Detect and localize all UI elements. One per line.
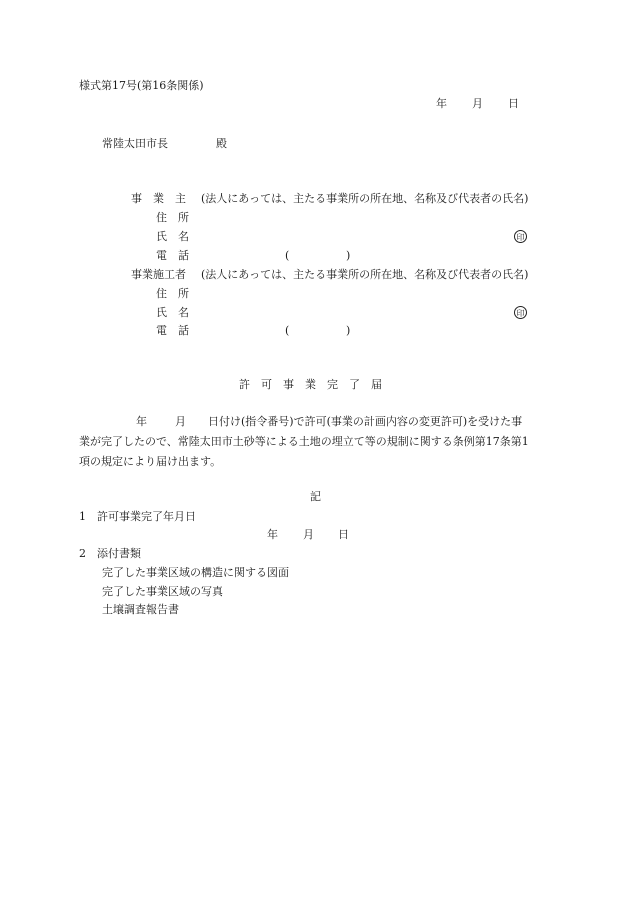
item1-year-label: 年 xyxy=(267,528,278,541)
body-line-3: 項の規定により届け出ます。 xyxy=(79,455,222,468)
item2-number: 2 xyxy=(79,547,86,560)
contractor-address-label: 住 所 xyxy=(156,287,189,300)
attachment-item: 土壌調査報告書 xyxy=(102,603,179,616)
operator-note: (法人にあっては、主たる事業所の所在地、名称及び代表者の氏名) xyxy=(201,192,529,205)
contractor-note: (法人にあっては、主たる事業所の所在地、名称及び代表者の氏名) xyxy=(201,268,529,281)
date-month-label: 月 xyxy=(472,97,483,110)
date-day-label: 日 xyxy=(508,97,519,110)
document-title: 許 可 事 業 完 了 届 xyxy=(239,378,382,391)
operator-address-label: 住 所 xyxy=(156,211,189,224)
contractor-phone-paren-open: ( xyxy=(285,324,290,337)
contractor-seal-mark: 印 xyxy=(514,306,527,319)
form-number: 様式第17号(第16条関係) xyxy=(79,79,204,92)
operator-title: 事 業 主 xyxy=(131,192,186,205)
date-year-label: 年 xyxy=(436,97,447,110)
item2-label: 添付書類 xyxy=(97,547,141,560)
attachment-item: 完了した事業区域の構造に関する図面 xyxy=(102,566,289,579)
item1-number: 1 xyxy=(79,510,86,523)
operator-name-label: 氏 名 xyxy=(156,230,189,243)
body-month-label: 月 xyxy=(175,415,186,428)
operator-phone-label: 電 話 xyxy=(156,249,189,262)
contractor-name-label: 氏 名 xyxy=(156,306,189,319)
contractor-phone-paren-close: ) xyxy=(346,324,351,337)
contractor-phone-label: 電 話 xyxy=(156,324,189,337)
operator-phone-paren-close: ) xyxy=(346,249,351,262)
operator-phone-paren-open: ( xyxy=(285,249,290,262)
body-line-1: 日付け(指令番号)で許可(事業の計画内容の変更許可)を受けた事 xyxy=(208,415,523,428)
addressee-honorific: 殿 xyxy=(216,137,227,150)
item1-day-label: 日 xyxy=(338,528,349,541)
attachment-item: 完了した事業区域の写真 xyxy=(102,585,223,598)
ki-heading: 記 xyxy=(310,490,321,503)
body-line-2: 業が完了したので、常陸太田市土砂等による土地の埋立て等の規制に関する条例第17条第1 xyxy=(79,435,529,448)
addressee-name: 常陸太田市長 xyxy=(102,137,168,150)
item1-month-label: 月 xyxy=(303,528,314,541)
contractor-title: 事業施工者 xyxy=(131,268,186,281)
operator-seal-mark: 印 xyxy=(514,230,527,243)
body-year-label: 年 xyxy=(136,415,147,428)
item1-label: 許可事業完了年月日 xyxy=(97,510,196,523)
